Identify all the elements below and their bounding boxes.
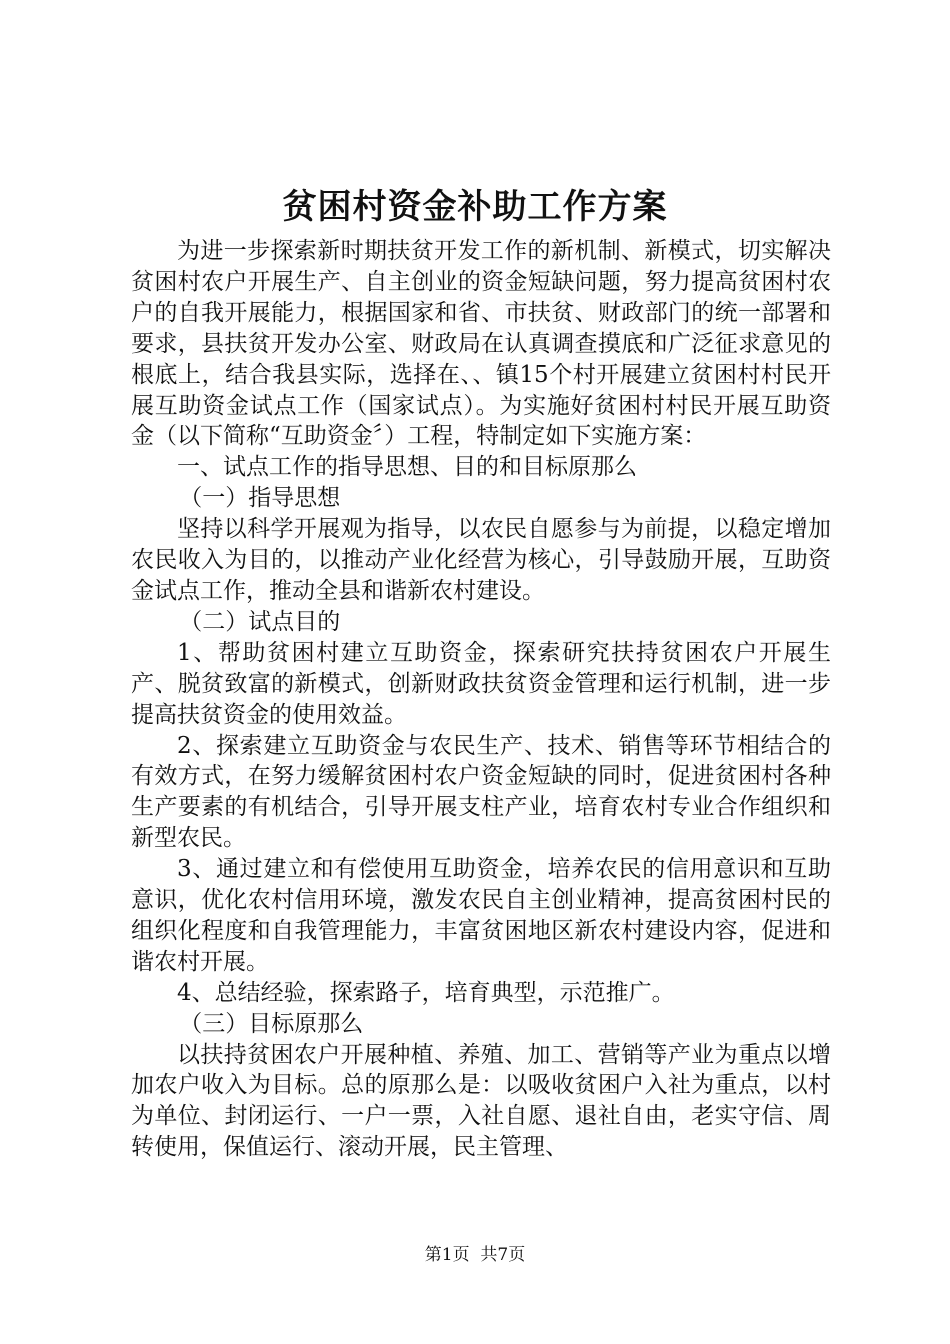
document-body [131, 236, 831, 1163]
page-number: 第1页 [424, 1245, 470, 1265]
page-footer [0, 1243, 950, 1267]
paragraph-target-principles: 以扶持贫困农户开展种植、养殖、加工、营销等产业为重点以增加农户收入为目标。总的原那么是：以吸收贫困户入社为重点，以村为单位、封闭运行、一户一票，入社自愿、退社自由，老实守信、周转使用，保值运行、滚动开展，民主管理、 [131, 1041, 831, 1161]
paragraph-purpose-1: 1、帮助贫困村建立互助资金，探索研究扶持贫困农户开展生产、脱贫致富的新模式，创新财政扶贫资金管理和运行机制，进一步提高扶贫资金的使用效益。 [131, 639, 831, 728]
page-total: 共7页 [480, 1245, 526, 1265]
heading-target-principles: （三）目标原那么 [179, 1010, 364, 1037]
paragraph-intro: 为进一步探索新时期扶贫开发工作的新机制、新模式，切实解决贫困村农户开展生产、自主创业的资金短缺问题，努力提高贫困村农户的自我开展能力，根据国家和省、市扶贫、财政部门的统一部署和要求，县扶贫开发办公室、财政局在认真调查摸底和广泛征求意见的根底上，结合我县实际，选择在、、镇15个村开展建立贫困村村民开展互助资金试点工作（国家试点）。为实施好贫困村村民开展互助资金（以下简称“互助资金〞）工程，特制定如下实施方案： [131, 238, 831, 450]
heading-guiding-ideology: （一）指导思想 [179, 485, 341, 512]
paragraph-guiding-ideology: 坚持以科学开展观为指导，以农民自愿参与为前提，以稳定增加农民收入为目的，以推动产业化经营为核心，引导鼓励开展，互助资金试点工作，推动全县和谐新农村建设。 [131, 516, 831, 604]
heading-pilot-purpose: （二）试点目的 [179, 608, 341, 635]
paragraph-purpose-3: 3、通过建立和有偿使用互助资金，培养农民的信用意识和互助意识，优化农村信用环境，激发农民自主创业精神，提高贫困村民的组织化程度和自我管理能力，丰富贫困地区新农村建设内容，促进和谐农村开展。 [131, 856, 831, 975]
document-title: 贫困村资金补助工作方案 [282, 187, 668, 227]
paragraph-purpose-4: 4、总结经验，探索路子，培育典型，示范推广。 [177, 979, 675, 1006]
heading-section-1: 一、试点工作的指导思想、目的和目标原那么 [177, 454, 637, 481]
paragraph-purpose-2: 2、探索建立互助资金与农民生产、技术、销售等环节相结合的有效方式，在努力缓解贫困村农户资金短缺的同时，促进贫困村各种生产要素的有机结合，引导开展支柱产业，培育农村专业合作组织和新型农民。 [131, 732, 831, 852]
